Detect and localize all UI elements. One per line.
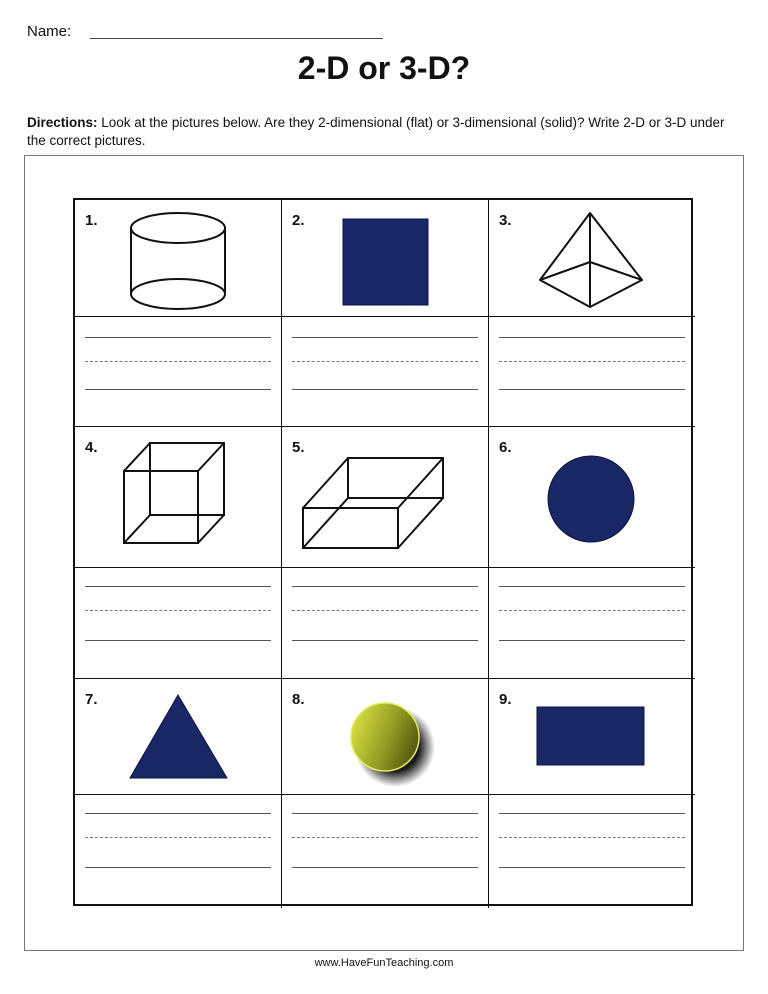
picture-cell-7 bbox=[75, 679, 282, 795]
answer-cell-6[interactable] bbox=[489, 568, 695, 679]
rectangular-prism-icon bbox=[282, 427, 489, 568]
picture-cell-1 bbox=[75, 200, 282, 317]
item-number: 2. bbox=[292, 212, 305, 229]
name-input-line[interactable] bbox=[90, 38, 383, 39]
item-number: 6. bbox=[499, 439, 512, 456]
cube-icon bbox=[75, 427, 282, 568]
directions-text: Look at the pictures below. Are they 2-dimensional (flat) or 3-dimensional (solid)? Write 2-D or 3-D under the correct pictures. bbox=[27, 115, 725, 148]
item-number: 4. bbox=[85, 439, 98, 456]
item-number: 7. bbox=[85, 691, 98, 708]
answer-cell-2[interactable] bbox=[282, 317, 489, 427]
picture-cell-4 bbox=[75, 427, 282, 568]
square-icon bbox=[282, 200, 489, 317]
directions bbox=[27, 114, 747, 150]
answer-cell-5[interactable] bbox=[282, 568, 489, 679]
answer-cell-1[interactable] bbox=[75, 317, 282, 427]
page-title: 2-D or 3-D? bbox=[297, 50, 471, 86]
triangle-icon bbox=[75, 679, 282, 795]
answer-cell-4[interactable] bbox=[75, 568, 282, 679]
item-number: 3. bbox=[499, 212, 512, 229]
picture-cell-8 bbox=[282, 679, 489, 795]
answer-cell-3[interactable] bbox=[489, 317, 695, 427]
circle-icon bbox=[489, 427, 695, 568]
answer-cell-9[interactable] bbox=[489, 795, 695, 908]
picture-cell-2 bbox=[282, 200, 489, 317]
picture-cell-5 bbox=[282, 427, 489, 568]
cylinder-icon bbox=[75, 200, 282, 317]
picture-cell-9 bbox=[489, 679, 695, 795]
footer-website: www.HaveFunTeaching.com bbox=[314, 957, 454, 969]
name-label: Name: bbox=[27, 23, 72, 40]
picture-cell-6 bbox=[489, 427, 695, 568]
item-number: 5. bbox=[292, 439, 305, 456]
item-number: 9. bbox=[499, 691, 512, 708]
answer-cell-7[interactable] bbox=[75, 795, 282, 908]
picture-cell-3 bbox=[489, 200, 695, 317]
sphere-icon bbox=[282, 679, 489, 795]
shapes-grid bbox=[73, 198, 693, 906]
directions-label: Directions: bbox=[27, 115, 98, 130]
rectangle-icon bbox=[489, 679, 695, 795]
item-number: 1. bbox=[85, 212, 98, 229]
item-number: 8. bbox=[292, 691, 305, 708]
pyramid-icon bbox=[489, 200, 695, 317]
answer-cell-8[interactable] bbox=[282, 795, 489, 908]
